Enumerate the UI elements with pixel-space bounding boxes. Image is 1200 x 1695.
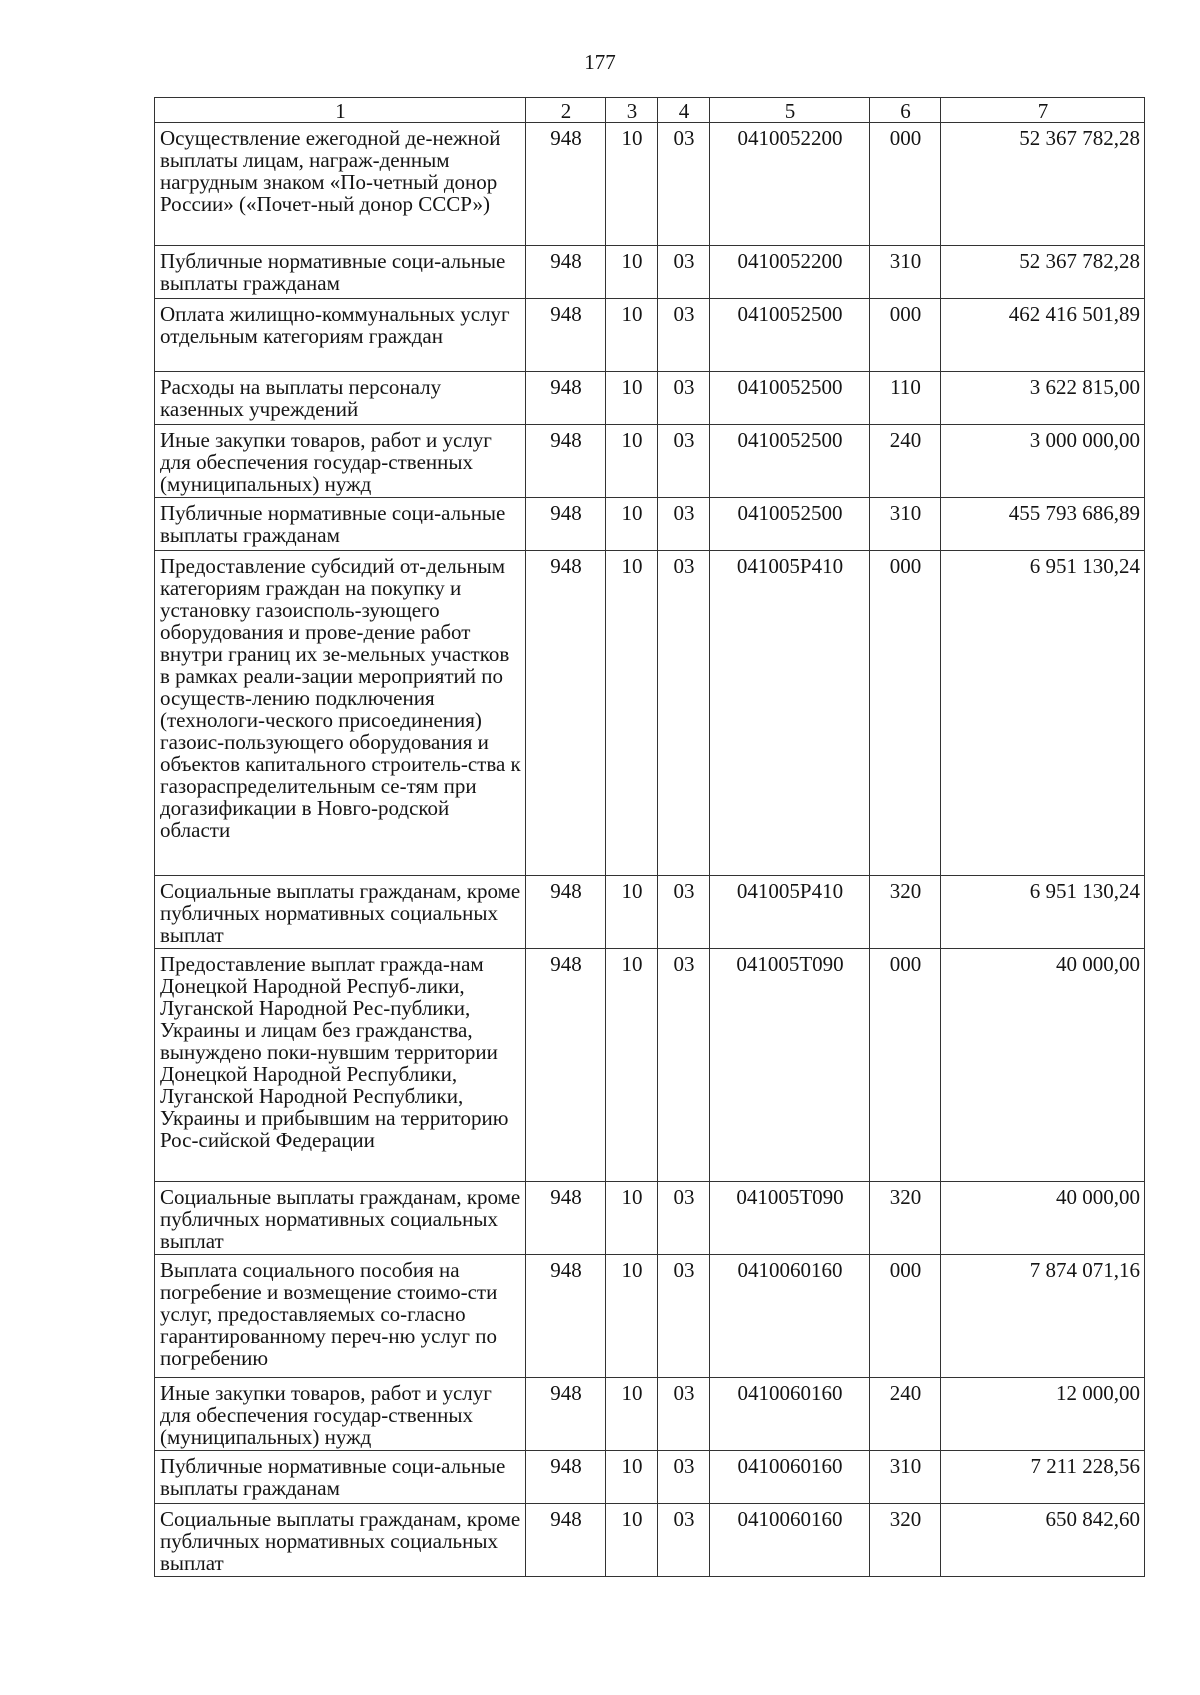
table-row xyxy=(155,1504,1145,1577)
grbs-code-cell: 948 xyxy=(526,246,606,299)
subsection-code-cell: 03 xyxy=(658,1255,710,1378)
table-row xyxy=(155,372,1145,425)
section-code-cell: 10 xyxy=(606,1504,658,1577)
table-row xyxy=(155,425,1145,498)
section-code-cell: 10 xyxy=(606,498,658,551)
row-name-cell: Оплата жилищно-коммунальных услуг отдельным категориям граждан xyxy=(155,299,526,372)
header-row xyxy=(155,98,1145,123)
section-code-cell: 10 xyxy=(606,1378,658,1451)
expense-type-cell: 240 xyxy=(870,425,941,498)
grbs-code-cell: 948 xyxy=(526,551,606,876)
subsection-code-cell: 03 xyxy=(658,551,710,876)
row-name-cell: Публичные нормативные соци-альные выплаты гражданам xyxy=(155,498,526,551)
table-row xyxy=(155,498,1145,551)
expense-type-cell: 320 xyxy=(870,1504,941,1577)
target-article-cell: 0410060160 xyxy=(710,1378,870,1451)
section-code-cell: 10 xyxy=(606,372,658,425)
expense-type-cell: 000 xyxy=(870,1255,941,1378)
section-code-cell: 10 xyxy=(606,1182,658,1255)
grbs-code-cell: 948 xyxy=(526,1451,606,1504)
subsection-code-cell: 03 xyxy=(658,876,710,949)
expense-type-cell: 240 xyxy=(870,1378,941,1451)
target-article-cell: 0410060160 xyxy=(710,1255,870,1378)
table-row xyxy=(155,1451,1145,1504)
subsection-code-cell: 03 xyxy=(658,949,710,1182)
subsection-code-cell: 03 xyxy=(658,498,710,551)
column-header: 3 xyxy=(606,98,658,123)
section-code-cell: 10 xyxy=(606,1255,658,1378)
row-name-cell: Публичные нормативные соци-альные выплаты гражданам xyxy=(155,246,526,299)
subsection-code-cell: 03 xyxy=(658,1182,710,1255)
grbs-code-cell: 948 xyxy=(526,498,606,551)
subsection-code-cell: 03 xyxy=(658,299,710,372)
target-article-cell: 0410052500 xyxy=(710,372,870,425)
amount-cell: 52 367 782,28 xyxy=(941,123,1145,246)
grbs-code-cell: 948 xyxy=(526,1378,606,1451)
table-row xyxy=(155,551,1145,876)
section-code-cell: 10 xyxy=(606,299,658,372)
target-article-cell: 0410052500 xyxy=(710,425,870,498)
row-name-cell: Осуществление ежегодной де-нежной выплаты лицам, награж-денным нагрудным знаком «По-четный донор России» («Почет-ный донор СССР») xyxy=(155,123,526,246)
row-name-cell: Расходы на выплаты персоналу казенных учреждений xyxy=(155,372,526,425)
target-article-cell: 0410060160 xyxy=(710,1451,870,1504)
amount-cell: 462 416 501,89 xyxy=(941,299,1145,372)
subsection-code-cell: 03 xyxy=(658,123,710,246)
grbs-code-cell: 948 xyxy=(526,372,606,425)
budget-table xyxy=(154,97,1145,1577)
amount-cell: 455 793 686,89 xyxy=(941,498,1145,551)
column-header: 5 xyxy=(710,98,870,123)
column-header: 7 xyxy=(941,98,1145,123)
amount-cell: 3 622 815,00 xyxy=(941,372,1145,425)
row-name-cell: Иные закупки товаров, работ и услуг для обеспечения государ-ственных (муниципальных) нужд xyxy=(155,425,526,498)
section-code-cell: 10 xyxy=(606,876,658,949)
row-name-cell: Предоставление выплат гражда-нам Донецкой Народной Респуб-лики, Луганской Народной Рес-публики, Украины и лицам без гражданства, вынуждено поки-нувшим территории Донецкой Народной Республики, Луганской Народной Республики, Украины и прибывшим на территорию Рос-сийской Федерации xyxy=(155,949,526,1182)
row-name-cell: Социальные выплаты гражданам, кроме публичных нормативных социальных выплат xyxy=(155,1504,526,1577)
section-code-cell: 10 xyxy=(606,123,658,246)
amount-cell: 52 367 782,28 xyxy=(941,246,1145,299)
subsection-code-cell: 03 xyxy=(658,246,710,299)
amount-cell: 6 951 130,24 xyxy=(941,876,1145,949)
grbs-code-cell: 948 xyxy=(526,1504,606,1577)
section-code-cell: 10 xyxy=(606,246,658,299)
amount-cell: 3 000 000,00 xyxy=(941,425,1145,498)
grbs-code-cell: 948 xyxy=(526,123,606,246)
subsection-code-cell: 03 xyxy=(658,372,710,425)
amount-cell: 40 000,00 xyxy=(941,949,1145,1182)
target-article-cell: 0410052500 xyxy=(710,498,870,551)
amount-cell: 12 000,00 xyxy=(941,1378,1145,1451)
table-row xyxy=(155,1378,1145,1451)
row-name-cell: Социальные выплаты гражданам, кроме публичных нормативных социальных выплат xyxy=(155,876,526,949)
column-header: 2 xyxy=(526,98,606,123)
column-header: 4 xyxy=(658,98,710,123)
expense-type-cell: 000 xyxy=(870,123,941,246)
expense-type-cell: 310 xyxy=(870,498,941,551)
target-article-cell: 041005Т090 xyxy=(710,1182,870,1255)
expense-type-cell: 320 xyxy=(870,876,941,949)
column-header: 1 xyxy=(155,98,526,123)
target-article-cell: 041005Р410 xyxy=(710,551,870,876)
section-code-cell: 10 xyxy=(606,1451,658,1504)
section-code-cell: 10 xyxy=(606,949,658,1182)
row-name-cell: Публичные нормативные соци-альные выплаты гражданам xyxy=(155,1451,526,1504)
grbs-code-cell: 948 xyxy=(526,1255,606,1378)
target-article-cell: 041005Т090 xyxy=(710,949,870,1182)
amount-cell: 650 842,60 xyxy=(941,1504,1145,1577)
row-name-cell: Выплата социального пособия на погребение и возмещение стоимо-сти услуг, предоставляемых со-гласно гарантированному переч-ню услуг по погребению xyxy=(155,1255,526,1378)
table-row xyxy=(155,123,1145,246)
table-row xyxy=(155,1255,1145,1378)
page-number: 177 xyxy=(584,50,616,74)
table-row xyxy=(155,299,1145,372)
subsection-code-cell: 03 xyxy=(658,425,710,498)
target-article-cell: 0410052200 xyxy=(710,246,870,299)
section-code-cell: 10 xyxy=(606,425,658,498)
expense-type-cell: 110 xyxy=(870,372,941,425)
grbs-code-cell: 948 xyxy=(526,299,606,372)
grbs-code-cell: 948 xyxy=(526,949,606,1182)
amount-cell: 6 951 130,24 xyxy=(941,551,1145,876)
expense-type-cell: 000 xyxy=(870,949,941,1182)
grbs-code-cell: 948 xyxy=(526,1182,606,1255)
expense-type-cell: 000 xyxy=(870,551,941,876)
row-name-cell: Предоставление субсидий от-дельным категориям граждан на покупку и установку газоисполь-зующего оборудования и прове-дение работ внутри границ их зе-мельных участков в рамках реали-зации мероприятий по осуществ-лению подключения (технологи-ческого присоединения) газоис-пользующего оборудования и объектов капитального строитель-ства к газораспределительным се-тям при догазификации в Новго-родской области xyxy=(155,551,526,876)
expense-type-cell: 320 xyxy=(870,1182,941,1255)
table-row xyxy=(155,949,1145,1182)
expense-type-cell: 310 xyxy=(870,246,941,299)
target-article-cell: 041005Р410 xyxy=(710,876,870,949)
grbs-code-cell: 948 xyxy=(526,425,606,498)
target-article-cell: 0410052500 xyxy=(710,299,870,372)
subsection-code-cell: 03 xyxy=(658,1378,710,1451)
subsection-code-cell: 03 xyxy=(658,1504,710,1577)
amount-cell: 7 211 228,56 xyxy=(941,1451,1145,1504)
table-row xyxy=(155,246,1145,299)
subsection-code-cell: 03 xyxy=(658,1451,710,1504)
expense-type-cell: 310 xyxy=(870,1451,941,1504)
table-row xyxy=(155,876,1145,949)
row-name-cell: Иные закупки товаров, работ и услуг для обеспечения государ-ственных (муниципальных) нужд xyxy=(155,1378,526,1451)
expense-type-cell: 000 xyxy=(870,299,941,372)
row-name-cell: Социальные выплаты гражданам, кроме публичных нормативных социальных выплат xyxy=(155,1182,526,1255)
table-row xyxy=(155,1182,1145,1255)
amount-cell: 40 000,00 xyxy=(941,1182,1145,1255)
target-article-cell: 0410052200 xyxy=(710,123,870,246)
target-article-cell: 0410060160 xyxy=(710,1504,870,1577)
amount-cell: 7 874 071,16 xyxy=(941,1255,1145,1378)
column-header: 6 xyxy=(870,98,941,123)
grbs-code-cell: 948 xyxy=(526,876,606,949)
section-code-cell: 10 xyxy=(606,551,658,876)
